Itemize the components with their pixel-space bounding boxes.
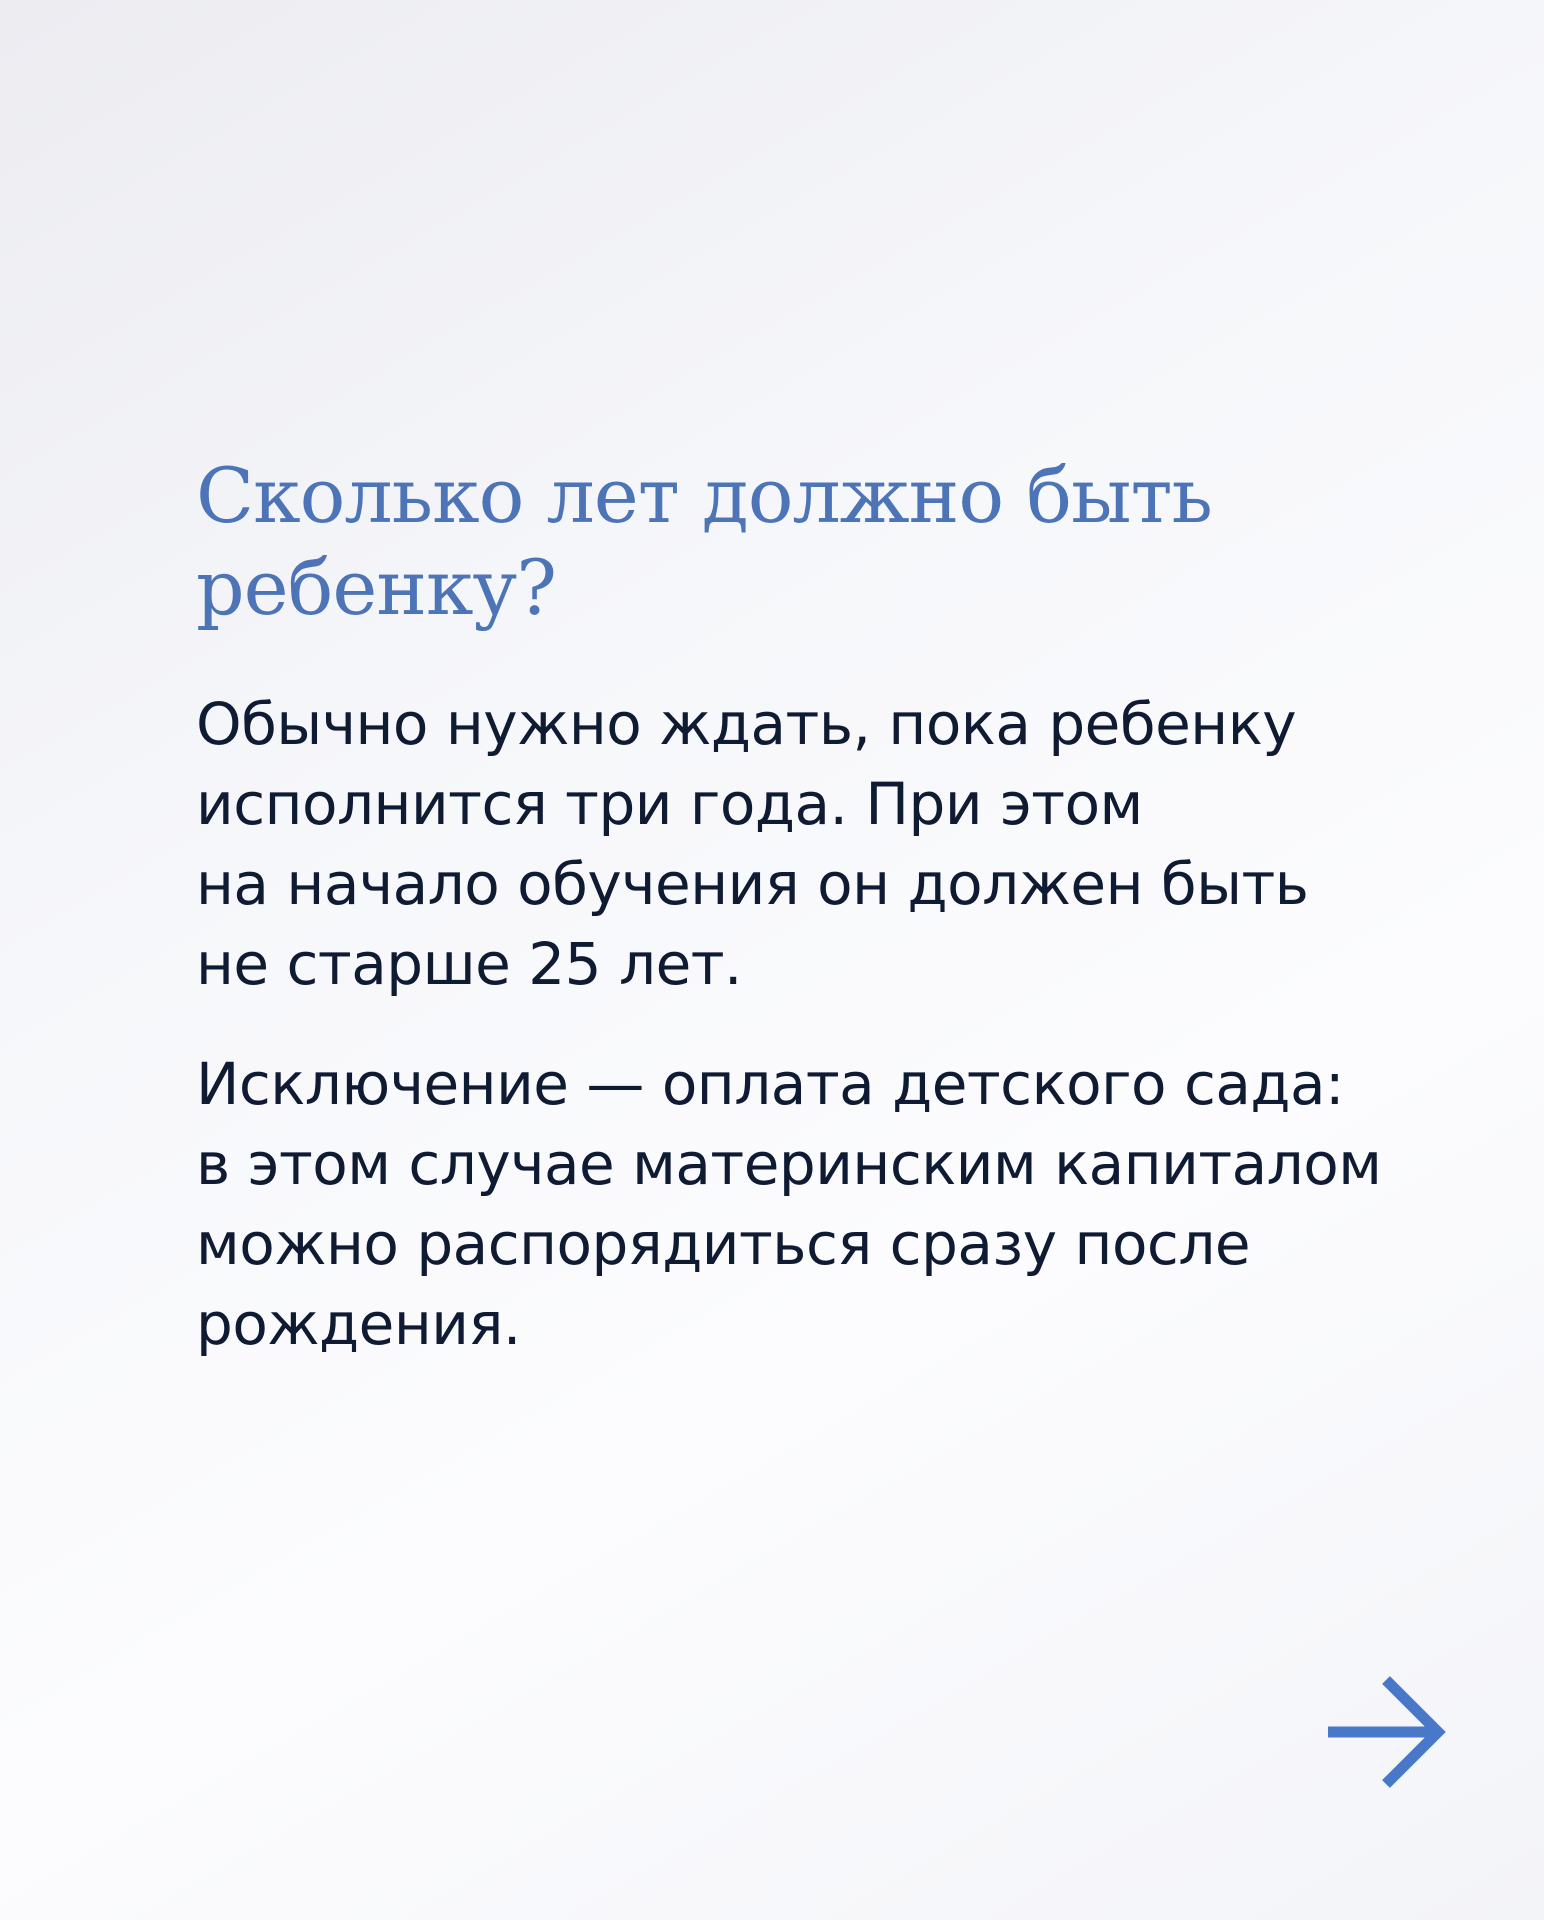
title-line: Сколько лет должно быть [196,451,1212,540]
paragraph-line: рождения. [196,1290,521,1358]
paragraph-line: исполнится три года. При этом [196,770,1143,838]
arrow-right-icon [1320,1672,1450,1792]
paragraph-line: Обычно нужно ждать, пока ребенку [196,690,1297,758]
paragraph-line: Исключение — оплата детского сада: [196,1050,1345,1118]
paragraph-line: можно распорядиться сразу после [196,1210,1251,1278]
title-line: ребенку? [196,543,556,632]
paragraph-line: не старше 25 лет. [196,930,742,998]
paragraph-exception [196,1044,1396,1364]
paragraph-line: на начало обучения он должен быть [196,850,1309,918]
page-title [196,450,1356,634]
next-slide-button[interactable] [1320,1672,1450,1792]
paragraph-age-requirement [196,684,1396,1004]
paragraph-line: в этом случае материнским капиталом [196,1130,1382,1198]
